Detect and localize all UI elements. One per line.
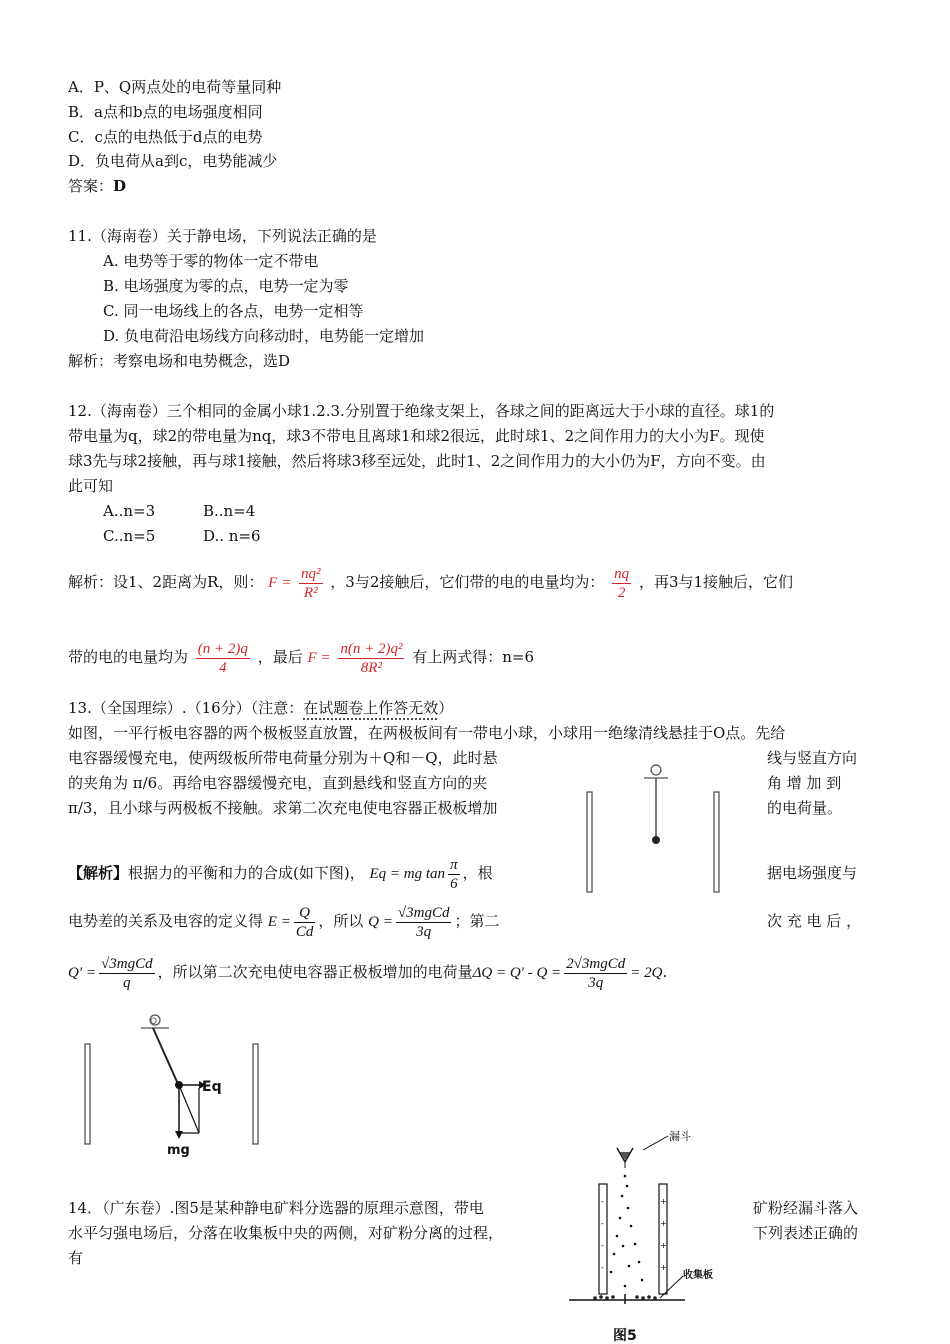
q10-option-c: C．c点的电热低于d点的电势: [68, 128, 263, 146]
q12-stem-line2: 带电量为q，球2的带电量为nq，球3不带电且离球1和球2很远，此时球1、2之间作用力的大小为F。现使: [68, 427, 765, 445]
numerator: √3mgCd: [397, 904, 450, 921]
right-plate: [253, 1044, 258, 1144]
q13-line1: 如图，一平行板电容器的两个极板竖直放置，在两极板间有一带电小球，小球用一绝缘清线悬挂于O点。先给: [68, 724, 786, 742]
text: ，最后: [257, 648, 303, 666]
q12-option-b: B..n=4: [203, 502, 256, 520]
text: ，所以第二次充电使电容器正极板增加的电荷量: [157, 963, 473, 981]
formula: Q =: [368, 914, 393, 930]
numerator: nq²: [301, 565, 321, 582]
q13-solution-line1-right: 据电场强度与: [767, 864, 858, 882]
denominator: q: [123, 974, 131, 991]
text: 电势差的关系及电容的定义得: [68, 912, 264, 930]
svg-text:-: -: [601, 1263, 604, 1272]
q12-option-c: C..n=5: [103, 527, 156, 545]
capacitor-figure: [580, 760, 730, 900]
text: 带的电的电量均为: [68, 648, 189, 666]
q13-line3-left: 的夹角为 π/6。再给电容器缓慢充电，直到悬线和竖直方向的夹: [68, 774, 488, 792]
q13-solution-line3: [68, 953, 667, 992]
fraction-q-prime: [99, 955, 155, 992]
numerator: (n + 2)q: [197, 640, 248, 657]
fraction-delta-q: [564, 955, 627, 992]
mg-label: mg: [167, 1143, 190, 1158]
funnel-label: 漏斗: [669, 1130, 691, 1143]
pivot-o: [651, 765, 661, 775]
numerator: n(n + 2)q²: [340, 640, 403, 657]
formula: = 2Q: [630, 965, 663, 981]
fraction-q-value: [396, 904, 452, 941]
q14-line1-right: 矿粉经漏斗落入: [753, 1199, 859, 1217]
formula: Eq = mg tan: [369, 866, 446, 882]
fraction-final-force: [338, 640, 404, 677]
q12-solution-line2: [68, 636, 534, 679]
text: ，所以: [318, 912, 364, 930]
separator-figure: [565, 1126, 735, 1344]
q11-option-c: C. 同一电场线上的各点，电势一定相等: [103, 302, 364, 320]
q14-line2-right: 下列表述正确的: [753, 1224, 859, 1242]
svg-text:+: +: [660, 1197, 667, 1206]
q12-solution-line1: [68, 561, 793, 604]
denominator: 6: [450, 875, 458, 892]
q13-line2-right: 线与竖直方向: [767, 749, 858, 767]
q11-option-d: D. 负电荷沿电场线方向移动时，电势能一定增加: [103, 327, 425, 345]
ore-particles: [610, 1175, 644, 1288]
q14-line1-left: 14．（广东卷）.图5是某种静电矿料分选器的原理示意图，带电: [68, 1199, 484, 1217]
solution-tag: 【解析】: [68, 864, 129, 882]
q12-option-a: A..n=3: [103, 502, 156, 520]
text: ；第二: [454, 912, 500, 930]
q12-option-d: D.. n=6: [203, 527, 261, 545]
collector-label: 收集板: [683, 1270, 713, 1281]
fraction-nq2-r2: [299, 565, 323, 602]
q13-line4-right: 的电荷量。: [767, 799, 843, 817]
svg-text:+: +: [660, 1219, 667, 1228]
text: ，再3与1接触后，它们: [638, 573, 794, 591]
left-plate: [587, 792, 592, 892]
svg-text:+: +: [660, 1241, 667, 1250]
fraction-q-cd: [294, 904, 316, 941]
text: 解析：设1、2距离为R，则：: [68, 573, 264, 591]
formula: Q′ =: [68, 965, 96, 981]
formula-f: F =: [307, 650, 331, 666]
answer-label: 答案：: [68, 177, 114, 195]
q13-line3-right: 角 增 加 到: [767, 774, 842, 792]
fraction-pi-6: [448, 856, 460, 893]
denominator: 3q: [416, 923, 432, 940]
text: 根据力的平衡和力的合成(如下图)，: [128, 864, 365, 882]
fraction-nq-2: [612, 565, 631, 602]
q10-option-a: A．P、Q两点处的电荷等量同种: [68, 78, 282, 96]
q12-stem-line1: 12.（海南卷）三个相同的金属小球1.2.3.分别置于绝缘支架上，各球之间的距离远大于小球的直径。球1的: [68, 402, 775, 420]
q11-stem: 11.（海南卷）关于静电场，下列说法正确的是: [68, 227, 377, 245]
plate-charges: [601, 1197, 667, 1272]
q12-stem-line4: 此可知: [68, 477, 114, 495]
text: ，根: [462, 864, 493, 882]
charged-ball: [652, 836, 660, 844]
q14-line3: 有: [68, 1249, 84, 1267]
q11-analysis: 解析：考察电场和电势概念，选D: [68, 352, 291, 370]
text: .: [662, 963, 668, 981]
text: 13.（全国理综）.（16分）（注意：: [68, 699, 304, 717]
formula-f: F =: [268, 575, 292, 591]
numerator: √3mgCd: [101, 955, 153, 972]
svg-text:-: -: [601, 1197, 604, 1206]
svg-text:-: -: [601, 1219, 604, 1228]
eq-label: Eq: [202, 1079, 222, 1095]
pivot-label: O: [150, 1017, 158, 1027]
q13-line2-left: 电容器缓慢充电，使两级板所带电荷量分别为＋Q和－Q，此时悬: [68, 749, 498, 767]
text: ）: [438, 699, 454, 717]
q13-solution-line2-right: 次 充 电 后 ，: [767, 912, 862, 930]
q14-line2-left: 水平匀强电场后，分落在收集板中央的两侧，对矿粉分离的过程，: [68, 1224, 504, 1242]
emphasis-text: 在试题卷上作答无效: [303, 699, 439, 717]
q11-option-b: B. 电场强度为零的点，电势一定为零: [103, 277, 349, 295]
numerator: nq: [614, 565, 630, 582]
q13-line4-left: π/3，且小球与两极板不接触。求第二次充电使电容器正极板增加: [68, 799, 498, 817]
q12-stem-line3: 球3先与球2接触，再与球1接触，然后将球3移至远处，此时1、2之间作用力的大小仍为F，方向不变。由: [68, 452, 766, 470]
denominator: 4: [219, 659, 227, 676]
string: [153, 1028, 178, 1084]
q13-header: [68, 698, 453, 718]
q10-answer: [68, 176, 126, 196]
denominator: 8R²: [360, 659, 382, 676]
q11-option-a: A. 电势等于零的物体一定不带电: [103, 252, 319, 270]
formula: E =: [267, 914, 291, 930]
numerator: 2√3mgCd: [566, 955, 626, 972]
numerator: π: [450, 856, 458, 873]
q10-option-d: D．负电荷从a到c，电势能减少: [68, 152, 278, 170]
fraction-n2q-4: [196, 640, 250, 677]
denominator: 2: [617, 584, 626, 601]
formula: ΔQ = Q′ - Q =: [472, 965, 562, 981]
denominator: R²: [303, 584, 318, 601]
text: 有上两式得：n=6: [412, 648, 534, 666]
text: ，3与2接触后，它们带的电的电量均为：: [330, 573, 605, 591]
svg-text:+: +: [660, 1263, 667, 1272]
numerator: Q: [294, 904, 316, 923]
answer-value: D: [113, 177, 127, 195]
denominator: Cd: [295, 923, 314, 940]
q13-solution-line2: [68, 903, 499, 941]
figure-caption: 图5: [613, 1328, 637, 1344]
q10-option-b: B．a点和b点的电场强度相同: [68, 103, 263, 121]
q13-solution-line1: [68, 855, 493, 893]
svg-text:-: -: [601, 1241, 604, 1250]
left-plate: [85, 1044, 90, 1144]
right-plate: [714, 792, 719, 892]
force-diagram: [75, 1008, 275, 1158]
denominator: 3q: [588, 974, 604, 991]
